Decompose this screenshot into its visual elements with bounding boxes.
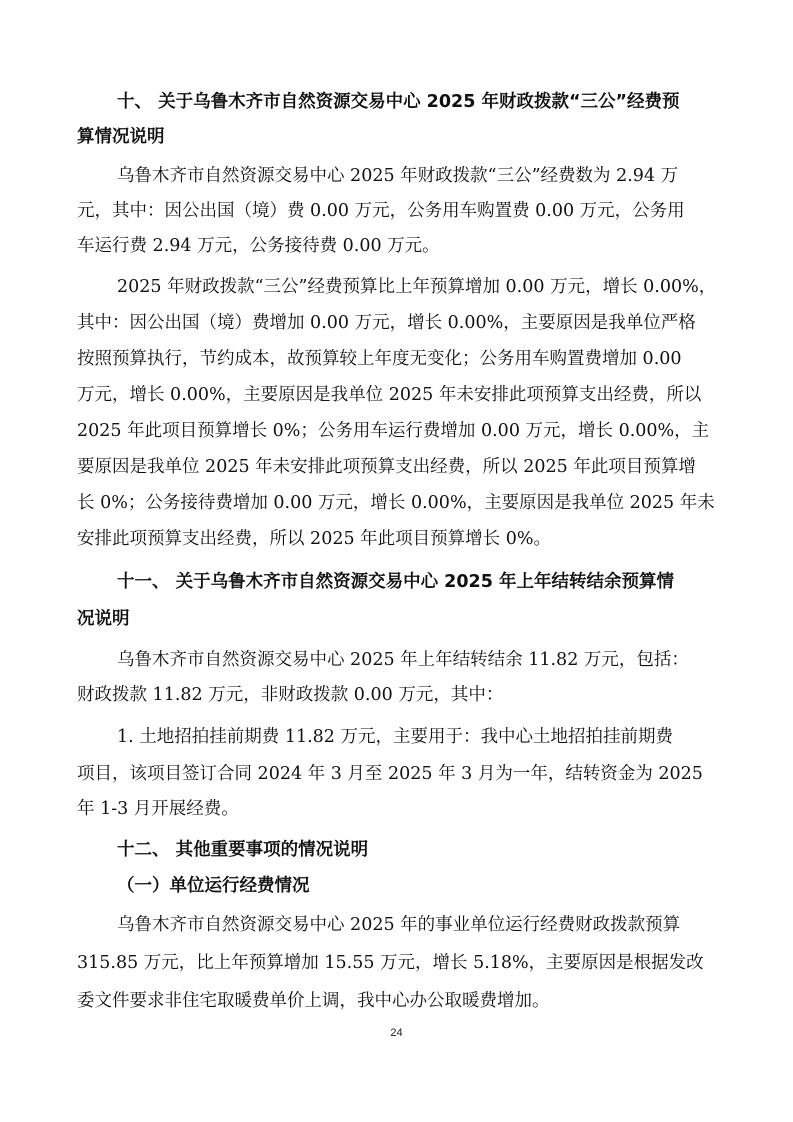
section-11-heading-line-1: 十一、 关于乌鲁木齐市自然资源交易中心 2025 年上年结转结余预算情 — [117, 572, 674, 592]
section-10-para-2-line-2: 其中：因公出国（境）费增加 0.00 万元，增长 0.00%，主要原因是我单位严格 — [77, 313, 696, 333]
section-11-para-2-line-1: 1. 土地招拍挂前期费 11.82 万元，主要用于：我中心土地招拍挂前期费 — [117, 727, 673, 747]
section-10-para-1-line-3: 车运行费 2.94 万元，公务接待费 0.00 万元。 — [77, 236, 440, 256]
section-12-para-1-line-3: 委文件要求非住宅取暖费单价上调，我中心办公取暖费增加。 — [77, 991, 550, 1011]
section-10-heading-line-1: 十、 关于乌鲁木齐市自然资源交易中心 2025 年财政拨款“三公”经费预 — [117, 92, 680, 112]
section-10-para-2-line-3: 按照预算执行，节约成本，故预算较上年度无变化；公务用车购置费增加 0.00 — [77, 349, 682, 369]
section-12-subheading: （一）单位运行经费情况 — [117, 876, 310, 896]
section-11-para-2-line-3: 年 1-3 月开展经费。 — [77, 799, 239, 819]
section-11-heading-line-2: 况说明 — [77, 609, 130, 629]
section-10-para-2-line-1: 2025 年财政拨款“三公”经费预算比上年预算增加 0.00 万元，增长 0.00%， — [117, 277, 717, 297]
section-10-para-2-line-8: 安排此项预算支出经费，所以 2025 年此项目预算增长 0%。 — [77, 529, 551, 549]
section-10-para-2-line-6: 要原因是我单位 2025 年未安排此项预算支出经费，所以 2025 年此项目预算增 — [77, 457, 696, 477]
section-11-para-1-line-2: 财政拨款 11.82 万元，非财政拨款 0.00 万元，其中： — [77, 685, 504, 705]
section-12-heading: 十二、 其他重要事项的情况说明 — [117, 840, 369, 860]
section-12-para-1-line-1: 乌鲁木齐市自然资源交易中心 2025 年的事业单位运行经费财政拨款预算 — [117, 915, 681, 935]
section-10-para-2-line-5: 2025 年此项目预算增长 0%；公务用车运行费增加 0.00 万元，增长 0.00%，主 — [77, 421, 710, 441]
section-10-para-2-line-4: 万元，增长 0.00%，主要原因是我单位 2025 年未安排此项预算支出经费，所以 — [77, 385, 702, 405]
page-number: 24 — [390, 1027, 403, 1039]
section-10-para-1-line-2: 元，其中：因公出国（境）费 0.00 万元，公务用车购置费 0.00 万元，公务用 — [77, 201, 685, 221]
section-10-heading-line-2: 算情况说明 — [77, 127, 165, 147]
section-12-para-1-line-2: 315.85 万元，比上年预算增加 15.55 万元，增长 5.18%，主要原因是根据发改 — [77, 953, 704, 973]
section-10-para-1-line-1: 乌鲁木齐市自然资源交易中心 2025 年财政拨款“三公”经费数为 2.94 万 — [117, 166, 679, 186]
section-10-para-2-line-7: 长 0%；公务接待费增加 0.00 万元，增长 0.00%，主要原因是我单位 2025 年未 — [77, 493, 715, 513]
section-11-para-1-line-1: 乌鲁木齐市自然资源交易中心 2025 年上年结转结余 11.82 万元，包括： — [117, 650, 689, 670]
section-11-para-2-line-2: 项目，该项目签订合同 2024 年 3 月至 2025 年 3 月为一年，结转资金为 2025 — [77, 764, 703, 784]
